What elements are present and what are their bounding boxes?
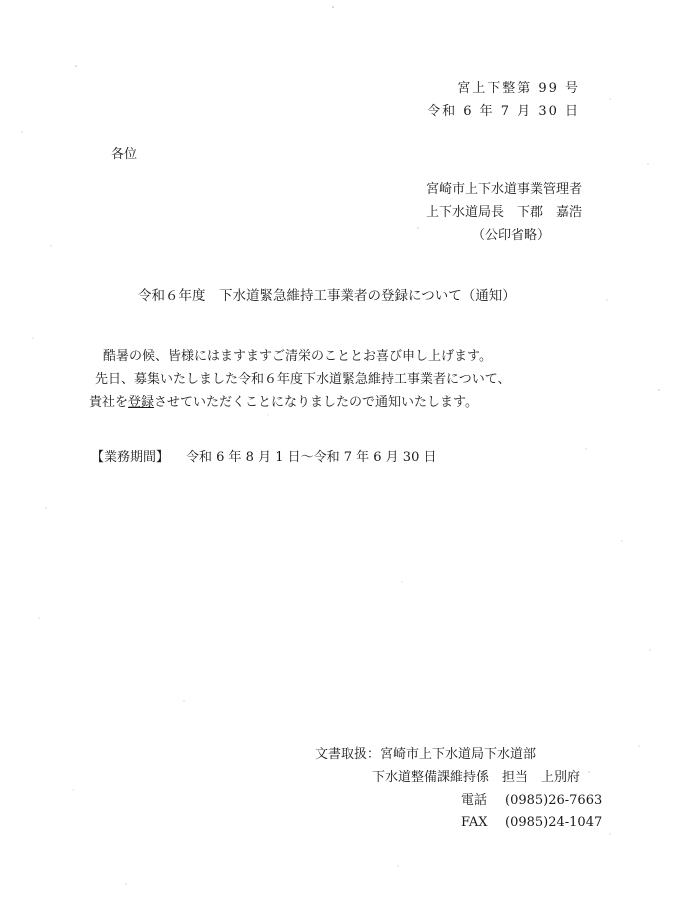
contact-fax	[461, 814, 602, 832]
addressee: 各位	[111, 147, 138, 162]
fax-label: FAX	[461, 815, 488, 830]
business-period-value: 令和 6 年 8 月 1 日～令和 7 年 6 月 30 日	[186, 450, 437, 465]
document-handler: 文書取扱：宮崎市上下水道局下水道部	[315, 747, 537, 762]
contact-section: 下水道整備課維持係 担当 上別府	[372, 770, 581, 785]
body-line-3	[89, 394, 478, 412]
seal-note: （公印省略）	[471, 228, 550, 243]
sender-name: 上下水道局長 下郡 嘉浩	[425, 205, 582, 220]
body-line-3-end: させていただくことになりましたので通知いたします。	[154, 395, 478, 410]
document-date: 令和 6 年 7 月 30 日	[427, 104, 580, 119]
sender-organization: 宮崎市上下水道事業管理者	[425, 182, 582, 197]
body-line-2: 先日、募集いたしました令和６年度下水道緊急維持工事業者について、	[95, 372, 511, 387]
fax-number: (0985)24-1047	[505, 815, 603, 830]
body-line-3-start: 貴社を	[89, 395, 129, 410]
document-number: 宮上下整第 99 号	[457, 81, 580, 96]
body-line-1: 酷暑の候、皆様にはますますご清栄のこととお喜び申し上げます。	[103, 349, 492, 364]
contact-phone	[461, 792, 602, 810]
business-period-label: 【業務期間】	[91, 450, 170, 465]
registered-emphasis: 登録	[128, 395, 155, 410]
phone-label: 電話	[461, 793, 488, 808]
phone-number: (0985)26-7663	[505, 793, 603, 808]
subject-line: 令和６年度 下水道緊急維持工事業者の登録について（通知）	[138, 288, 516, 304]
